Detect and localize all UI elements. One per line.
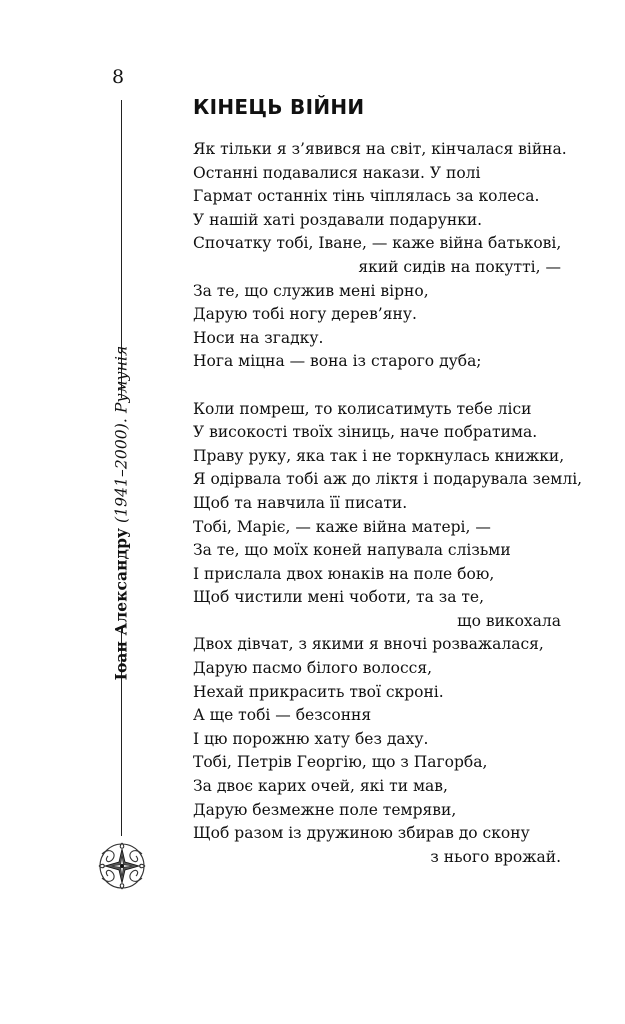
poem-line: А ще тобі — безсоння <box>193 706 372 725</box>
poem-line: Дарую пасмо білого волосся, <box>193 659 433 678</box>
poem-line: Дарую безмежне поле темряви, <box>193 800 457 819</box>
poem-line: Останні подавалися накази. У полі <box>193 163 481 182</box>
poem-line: Спочатку тобі, Іване, — каже війна батькові, <box>193 234 562 253</box>
author-country: Румунія <box>112 345 131 414</box>
poem-line: Тобі, Маріє, — каже війна матері, — <box>193 517 491 536</box>
page-number: 8 <box>112 66 125 88</box>
poem-line: Щоб чистили мені чоботи, та за те, <box>193 588 485 607</box>
poem-line: Я одірвала тобі аж до ліктя і подарувала землі, <box>193 470 583 489</box>
poem-line: У високості твоїх зіниць, наче побратима. <box>193 423 538 442</box>
poem-line: Праву руку, яка так і не торкнулась книжки, <box>193 446 565 465</box>
poem-line: з нього врожай. <box>430 847 561 866</box>
poem-line: І прислала двох юнаків на поле бою, <box>193 564 495 583</box>
author-years: (1941–2000). <box>112 418 131 523</box>
poem-line: Нога міцна — вона із старого дуба; <box>193 352 482 371</box>
poem-line: Дарую тобі ногу дерев’яну. <box>193 305 417 324</box>
poem-line: Щоб та навчила її писати. <box>193 493 408 512</box>
poem-line: За те, що моїх коней напувала слізьми <box>193 541 511 560</box>
poem-line: Нехай прикрасить твої скроні. <box>193 682 444 701</box>
poem-line: Тобі, Петрів Георгію, що з Пагорба, <box>193 753 488 772</box>
poem-line: Щоб разом із дружиною збирав до скону <box>193 824 530 843</box>
poem-line: Як тільки я з’явився на світ, кінчалася війна. <box>193 140 567 158</box>
author-side-label <box>112 346 131 681</box>
poem-line: За двоє карих очей, які ти мав, <box>193 777 448 796</box>
poem-line: Коли помреш, то колисатимуть тебе ліси <box>193 399 532 418</box>
poem-body <box>193 138 583 869</box>
poem-line: який сидів на покутті, — <box>358 257 561 276</box>
poem-line: Носи на згадку. <box>193 328 324 347</box>
poem-line: І цю порожню хату без даху. <box>193 729 429 748</box>
poem-line: За те, що служив мені вірно, <box>193 281 429 300</box>
decorative-flourish-star-icon <box>96 840 148 892</box>
page-title: КІНЕЦЬ ВІЙНИ <box>193 95 365 119</box>
poem-line: У нашій хаті роздавали подарунки. <box>193 210 483 229</box>
poem-line: що викохала <box>457 611 561 630</box>
poem-line: Двох дівчат, з якими я вночі розважалася, <box>193 635 544 654</box>
poem-line: Гармат останніх тінь чіплялась за колеса. <box>193 187 540 206</box>
stanza-break <box>193 374 561 398</box>
author-name: Іоан Александру <box>111 527 131 681</box>
